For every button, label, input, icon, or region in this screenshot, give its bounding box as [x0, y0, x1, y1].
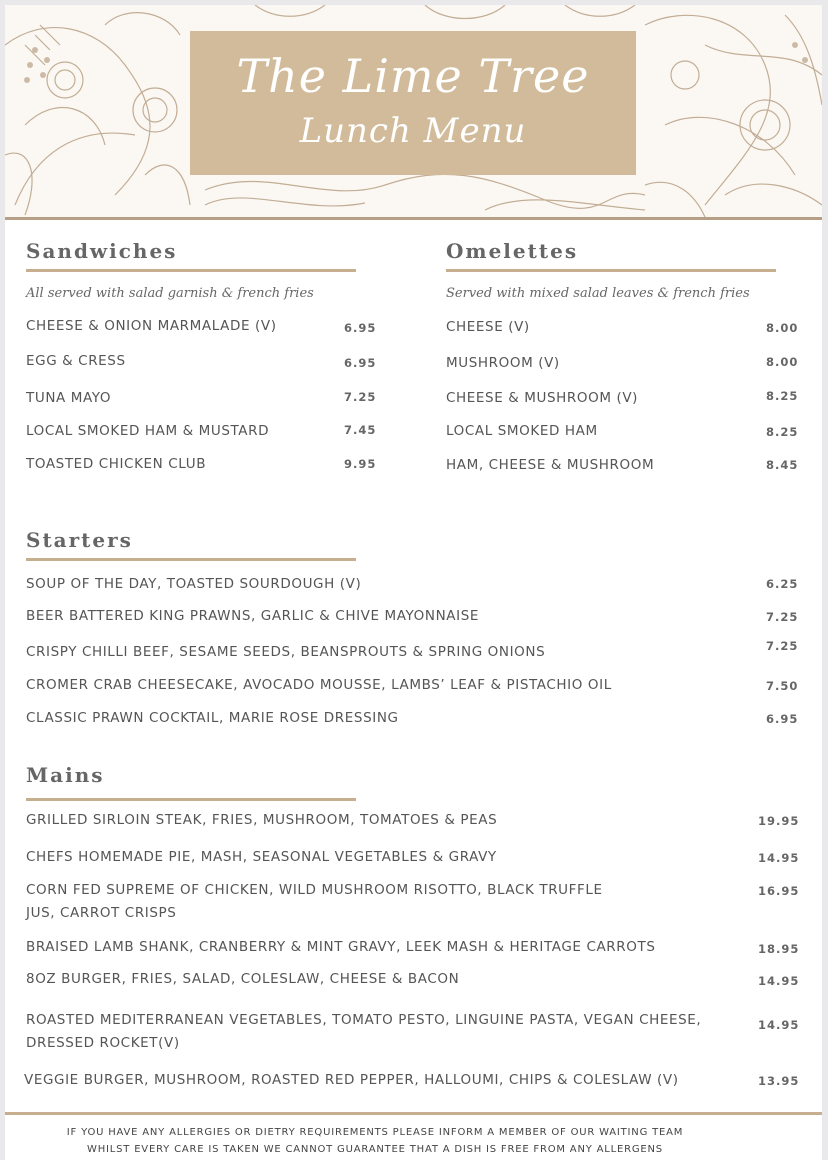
sandwich-price: 7.45: [344, 423, 377, 437]
starter-price: 6.95: [766, 712, 799, 726]
omelette-price: 8.45: [766, 458, 799, 472]
sandwiches-rule: [26, 269, 356, 272]
main-item: 8OZ BURGER, FRIES, SALAD, COLESLAW, CHEESE & BACON: [26, 971, 460, 987]
starter-item: CLASSIC PRAWN COCKTAIL, MARIE ROSE DRESSING: [26, 710, 399, 726]
main-price: 14.95: [758, 851, 800, 865]
main-price: 14.95: [758, 974, 800, 988]
omelettes-heading: Omelettes: [446, 239, 579, 263]
omelette-price: 8.00: [766, 321, 799, 335]
starter-item: CROMER CRAB CHEESECAKE, AVOCADO MOUSSE, LAMBS’ LEAF & PISTACHIO OIL: [26, 677, 612, 693]
main-item: BRAISED LAMB SHANK, CRANBERRY & MINT GRAVY, LEEK MASH & HERITAGE CARROTS: [26, 939, 656, 955]
main-item: VEGGIE BURGER, MUSHROOM, ROASTED RED PEPPER, HALLOUMI, CHIPS & COLESLAW (V): [24, 1072, 679, 1088]
main-price: 18.95: [758, 942, 800, 956]
main-price: 16.95: [758, 884, 800, 898]
sandwich-price: 7.25: [344, 390, 377, 404]
omelettes-rule: [446, 269, 776, 272]
main-price: 13.95: [758, 1074, 800, 1088]
starter-item: SOUP OF THE DAY, TOASTED SOURDOUGH (V): [26, 576, 362, 592]
starters-rule: [26, 558, 356, 561]
main-item: GRILLED SIRLOIN STEAK, FRIES, MUSHROOM, TOMATOES & PEAS: [26, 812, 498, 828]
omelette-item: HAM, CHEESE & MUSHROOM: [446, 457, 655, 473]
main-item: CHEFS HOMEMADE PIE, MASH, SEASONAL VEGETABLES & GRAVY: [26, 849, 497, 865]
menu-page: [5, 5, 822, 1160]
sandwich-item: TOASTED CHICKEN CLUB: [26, 456, 207, 472]
sandwiches-subtitle: All served with salad garnish & french fries: [26, 286, 314, 301]
starter-price: 7.25: [766, 610, 799, 624]
restaurant-name: The Lime Tree: [236, 49, 590, 103]
sandwich-item: TUNA MAYO: [26, 390, 112, 406]
omelette-item: CHEESE (V): [446, 319, 530, 335]
omelette-item: MUSHROOM (V): [446, 355, 560, 371]
main-price: 14.95: [758, 1018, 800, 1032]
starters-heading: Starters: [26, 528, 133, 552]
starter-price: 7.50: [766, 679, 799, 693]
sandwich-item: LOCAL SMOKED HAM & MUSTARD: [26, 423, 270, 439]
mains-rule: [26, 798, 356, 801]
omelette-price: 8.00: [766, 355, 799, 369]
allergy-notice-line1: IF YOU HAVE ANY ALLERGIES OR DIETRY REQUIREMENTS PLEASE INFORM A MEMBER OF OUR WAITING TEAM: [66, 1127, 684, 1138]
main-item-line2: JUS, CARROT CRISPS: [26, 905, 177, 921]
main-item-line2: DRESSED ROCKET(V): [26, 1035, 180, 1051]
sandwich-item: EGG & CRESS: [26, 353, 126, 369]
main-item-line1: ROASTED MEDITERRANEAN VEGETABLES, TOMATO PESTO, LINGUINE PASTA, VEGAN CHEESE,: [26, 1012, 702, 1028]
omelette-price: 8.25: [766, 389, 799, 403]
main-item-line1: CORN FED SUPREME OF CHICKEN, WILD MUSHROOM RISOTTO, BLACK TRUFFLE: [26, 882, 603, 898]
omelette-item: LOCAL SMOKED HAM: [446, 423, 598, 439]
starter-item: BEER BATTERED KING PRAWNS, GARLIC & CHIVE MAYONNAISE: [26, 608, 479, 624]
starter-item: CRISPY CHILLI BEEF, SESAME SEEDS, BEANSPROUTS & SPRING ONIONS: [26, 644, 546, 660]
sandwich-price: 6.95: [344, 321, 377, 335]
mains-heading: Mains: [26, 763, 105, 787]
title-box: [190, 31, 636, 175]
sandwiches-heading: Sandwiches: [26, 239, 178, 263]
sandwich-item: CHEESE & ONION MARMALADE (V): [26, 318, 277, 334]
omelettes-subtitle: Served with mixed salad leaves & french fries: [446, 286, 750, 301]
allergy-notice-line2: WHILST EVERY CARE IS TAKEN WE CANNOT GUARANTEE THAT A DISH IS FREE FROM ANY ALLERGENS: [87, 1144, 663, 1155]
omelette-price: 8.25: [766, 425, 799, 439]
sandwich-price: 9.95: [344, 457, 377, 471]
sandwich-price: 6.95: [344, 356, 377, 370]
starter-price: 6.25: [766, 577, 799, 591]
menu-name: Lunch Menu: [299, 111, 527, 151]
starter-price: 7.25: [766, 639, 799, 653]
main-price: 19.95: [758, 814, 800, 828]
omelette-item: CHEESE & MUSHROOM (V): [446, 390, 639, 406]
footer-rule: [5, 1112, 822, 1115]
decorative-banner: [5, 5, 822, 220]
